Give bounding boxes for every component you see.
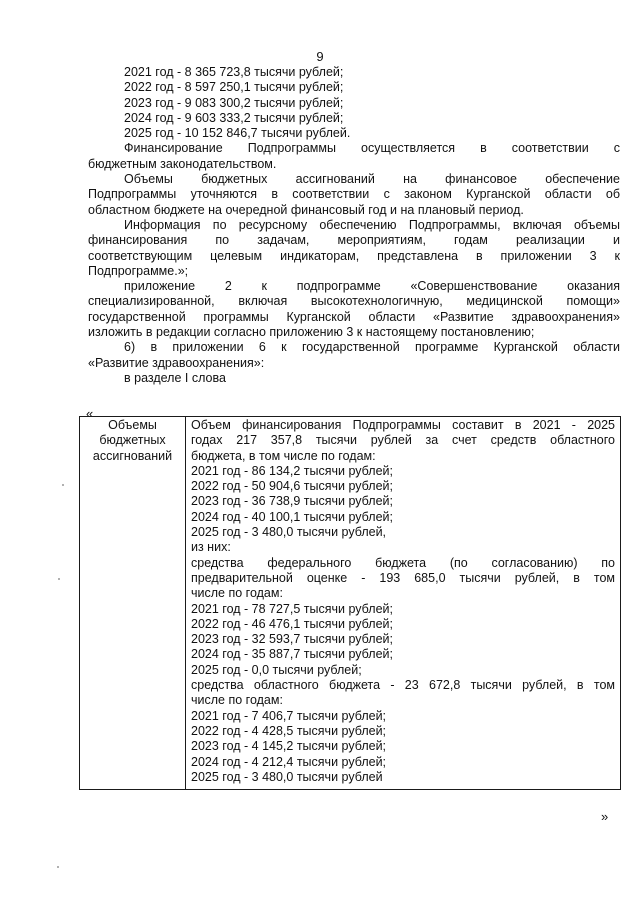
paragraph-item6 bbox=[88, 340, 620, 371]
paragraph-line: соответствующим целевым индикаторам, представлена в приложении 3 к bbox=[88, 248, 620, 263]
paragraph-line: Объемы бюджетных ассигнований на финансовое обеспечение bbox=[124, 172, 620, 187]
paragraph-line: Подпрограммы уточняются в соответствии с законом Курганской области об bbox=[88, 187, 620, 202]
paragraph-line: «Развитие здравоохранения»: bbox=[88, 355, 265, 370]
scan-speck bbox=[58, 578, 60, 580]
paragraph-line: государственной программы Курганской области «Развитие здравоохранения» bbox=[88, 309, 620, 324]
paragraph-volumes bbox=[88, 172, 620, 218]
year-line: 2021 год - 78 727,5 тысячи рублей; bbox=[191, 601, 393, 616]
year-line: 2022 год - 8 597 250,1 тысячи рублей; bbox=[124, 80, 344, 95]
label-line: бюджетных bbox=[99, 433, 166, 448]
year-line: 2024 год - 4 212,4 тысячи рублей; bbox=[191, 754, 387, 769]
paragraph-line: изложить в редакции согласно приложению 3 к настоящему постановлению; bbox=[88, 325, 535, 340]
year-line: 2025 год - 0,0 тысячи рублей; bbox=[191, 662, 362, 677]
year-line: 2021 год - 7 406,7 тысячи рублей; bbox=[191, 708, 387, 723]
opening-quote: « bbox=[86, 406, 94, 421]
table-row bbox=[80, 417, 621, 790]
section-words: в разделе I слова bbox=[124, 370, 226, 385]
cell-line: средства федерального бюджета (по согласованию) по bbox=[191, 555, 615, 570]
cell-line: бюджета, в том числе по годам: bbox=[191, 448, 376, 463]
year-line: 2024 год - 9 603 333,2 тысячи рублей; bbox=[124, 110, 344, 125]
cell-line: Объем финансирования Подпрограммы составит в 2021 - 2025 bbox=[191, 418, 615, 432]
document-body bbox=[88, 65, 620, 386]
year-line: 2025 год - 3 480,0 тысячи рублей, bbox=[191, 525, 387, 540]
scan-speck bbox=[62, 484, 64, 486]
year-line: 2025 год - 10 152 846,7 тысячи рублей. bbox=[124, 126, 351, 141]
paragraph-line: областном бюджете на очередной финансовый год и на плановый период. bbox=[88, 202, 524, 217]
label-line: Объемы bbox=[108, 418, 157, 432]
scan-speck bbox=[57, 866, 59, 868]
cell-line: числе по годам: bbox=[191, 586, 283, 601]
paragraph-financing bbox=[88, 141, 620, 172]
budget-allocation-table bbox=[79, 416, 621, 790]
paragraph-line: Финансирование Подпрограммы осуществляется в соответствии с bbox=[124, 141, 620, 156]
year-line: 2022 год - 4 428,5 тысячи рублей; bbox=[191, 723, 387, 738]
paragraph-line: финансирования по задачам, мероприятиям, годам реализации и bbox=[88, 233, 620, 248]
year-line: 2022 год - 46 476,1 тысячи рублей; bbox=[191, 616, 393, 631]
cell-line: числе по годам: bbox=[191, 693, 283, 708]
year-line: 2023 год - 32 593,7 тысячи рублей; bbox=[191, 632, 393, 647]
paragraph-line: Информация по ресурсному обеспечению Подпрограммы, включая объемы bbox=[124, 217, 620, 232]
year-line: 2023 год - 36 738,9 тысячи рублей; bbox=[191, 494, 393, 509]
content-cell bbox=[186, 417, 621, 790]
paragraph-line: бюджетным законодательством. bbox=[88, 156, 277, 171]
year-line: 2024 год - 40 100,1 тысячи рублей; bbox=[191, 509, 393, 524]
year-line: 2024 год - 35 887,7 тысячи рублей; bbox=[191, 647, 393, 662]
year-line: 2023 год - 9 083 300,2 тысячи рублей; bbox=[124, 95, 344, 110]
paragraph-appendix bbox=[88, 279, 620, 340]
label-cell bbox=[80, 417, 186, 790]
year-line: 2022 год - 50 904,6 тысячи рублей; bbox=[191, 479, 393, 494]
year-line: 2021 год - 86 134,2 тысячи рублей; bbox=[191, 463, 393, 478]
paragraph-line: приложение 2 к подпрограмме «Совершенствование оказания bbox=[124, 279, 620, 294]
cell-line: предварительной оценке - 193 685,0 тысячи рублей, в том bbox=[191, 570, 615, 585]
cell-line: из них: bbox=[191, 540, 231, 555]
year-line: 2025 год - 3 480,0 тысячи рублей bbox=[191, 769, 383, 784]
paragraph-line: Подпрограмме.»; bbox=[88, 263, 189, 278]
top-year-list bbox=[88, 65, 620, 141]
cell-line: годах 217 357,8 тысячи рублей за счет средств областного bbox=[191, 433, 615, 448]
closing-quote: » bbox=[601, 809, 609, 824]
paragraph-info bbox=[88, 218, 620, 279]
year-line: 2021 год - 8 365 723,8 тысячи рублей; bbox=[124, 65, 344, 79]
cell-line: средства областного бюджета - 23 672,8 тысячи рублей, в том bbox=[191, 678, 615, 693]
page-number: 9 bbox=[316, 49, 324, 64]
paragraph-line: 6) в приложении 6 к государственной программе Курганской области bbox=[124, 340, 620, 355]
paragraph-line: специализированной, включая высокотехнологичную, медицинской помощи» bbox=[88, 294, 620, 309]
year-line: 2023 год - 4 145,2 тысячи рублей; bbox=[191, 739, 387, 754]
label-line: ассигнований bbox=[92, 448, 173, 463]
